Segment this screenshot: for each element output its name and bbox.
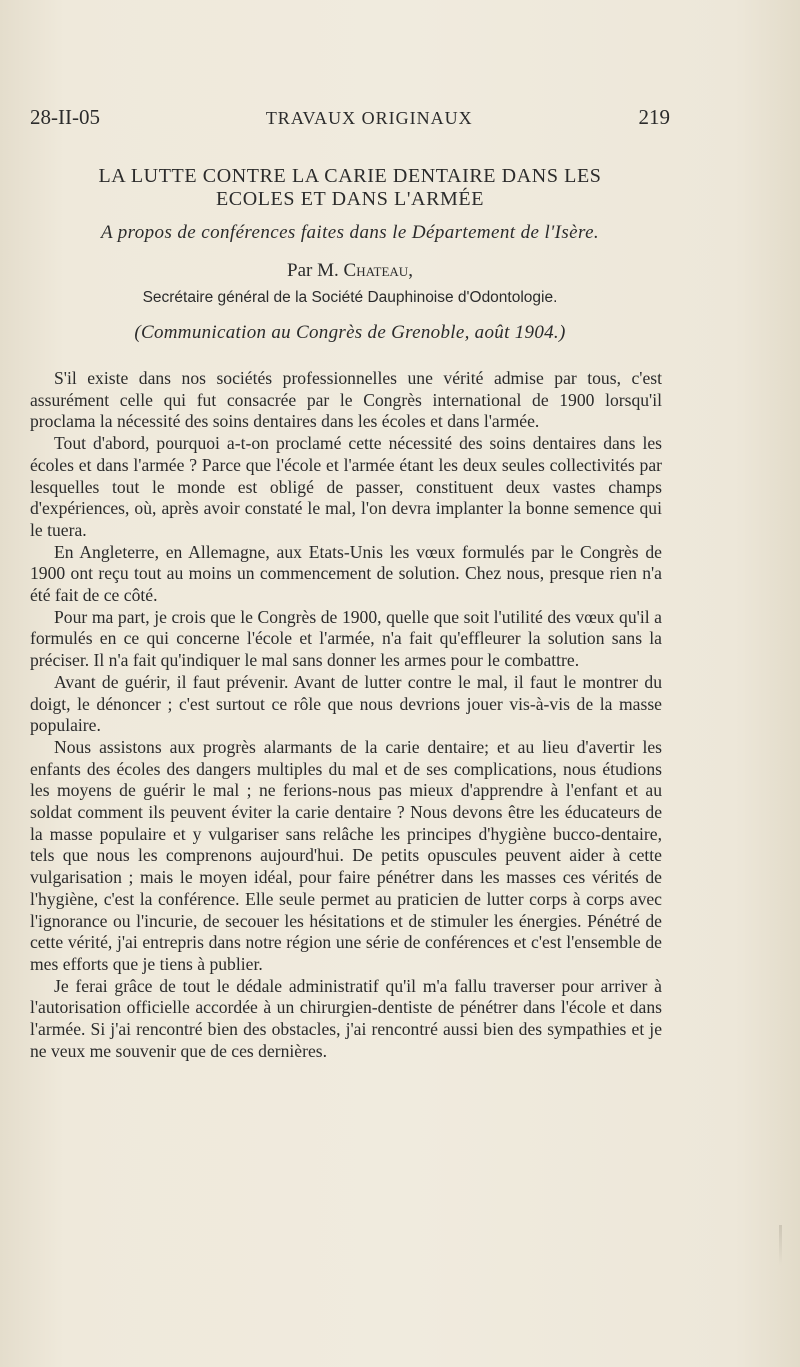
paragraph-6: Nous assistons aux progrès alarmants de la carie dentaire; et au lieu d'avertir les enfants des écoles des dangers multiples du mal et de ses complications, nous étudions les moyens de guérir le mal ; ne ferions-nous pas mieux d'apprendre à l'enfant et au soldat comment ils peuvent éviter la carie dentaire ? Nous devons être les éducateurs de la masse populaire et y vulgariser sans relâche les principes d'hygiène bucco-dentaire, tels que nous les comprenons aujourd'hui. De petits opuscules peuvent aider à cette vulgarisation ; mais le moyen idéal, pour faire pénétrer dans les masses ces vérités de l'hygiène, c'est la conférence. Elle seule permet au praticien de lutter corps à corps avec l'ignorance ou l'incurie, de secouer les hésitations et de stimuler les énergies. Pénétré de cette vérité, j'ai entrepris dans notre région une série de conférences et c'est l'ensemble de mes efforts que je tiens à publier. xyxy=(30,736,662,974)
article-subtitle: A propos de conférences faites dans le Département de l'Isère. xyxy=(100,222,600,243)
header-date: 28-II-05 xyxy=(30,105,100,129)
title-line-1: LA LUTTE CONTRE LA CARIE DENTAIRE DANS LES xyxy=(98,165,602,187)
paragraph-3: En Angleterre, en Allemagne, aux Etats-Unis les vœux formulés par le Congrès de 1900 ont reçu tout au moins un commencement de solution. Chez nous, presque rien n'a été fait de ce côté. xyxy=(30,541,662,606)
communication-note: (Communication au Congrès de Grenoble, août 1904.) xyxy=(134,322,566,343)
paper-mark xyxy=(779,1225,782,1265)
paragraph-7: Je ferai grâce de tout le dédale administratif qu'il m'a fallu traverser pour arriver à l'autorisation officielle accordée à un chirurgien-dentiste de pénétrer dans l'école et dans l'armée. Si j'ai rencontré bien des obstacles, j'ai rencontré aussi bien des sympathies et je ne veux me souvenir que de ces dernières. xyxy=(30,975,662,1061)
author-name: Chateau, xyxy=(343,260,413,281)
byline xyxy=(30,260,670,282)
article-title xyxy=(30,165,670,211)
byline-prefix: Par M. xyxy=(287,260,339,281)
paragraph-1: S'il existe dans nos sociétés professionnelles une vérité admise par tous, c'est assurément celle qui fut consacrée par le Congrès international de 1900 lorsqu'il proclama la nécessité des soins dentaires dans les écoles et dans l'armée. xyxy=(30,368,662,432)
title-line-2: ECOLES ET DANS L'ARMÉE xyxy=(215,188,485,210)
paragraph-4: Pour ma part, je crois que le Congrès de 1900, quelle que soit l'utilité des vœux qu'il a formulés en ce qui concerne l'école et l'armée, n'a fait qu'effleurer la solution sans la préciser. Il n'a fait qu'indiquer le mal sans donner les armes pour le combattre. xyxy=(30,606,662,671)
page-number: 219 xyxy=(638,105,670,129)
paragraph-2: Tout d'abord, pourquoi a-t-on proclamé cette nécessité des soins dentaires dans les écoles et dans l'armée ? Parce que l'école et l'armée étant les deux seules collectivités par lesquelles tout le monde est obligé de passer, constituent deux vastes champs d'expériences, où, après avoir constaté le mal, l'on devra implanter la bonne semence qui le tuera. xyxy=(30,433,662,540)
running-header xyxy=(30,105,670,130)
running-title: TRAVAUX ORIGINAUX xyxy=(265,108,473,128)
author-affiliation: Secrétaire général de la Société Dauphinoise d'Odontologie. xyxy=(142,289,558,306)
article-body xyxy=(30,368,662,1063)
paragraph-5: Avant de guérir, il faut prévenir. Avant de lutter contre le mal, il faut le montrer du doigt, le dénoncer ; c'est surtout ce rôle que nous devrions jouer vis-à-vis de la masse populaire. xyxy=(30,671,662,736)
